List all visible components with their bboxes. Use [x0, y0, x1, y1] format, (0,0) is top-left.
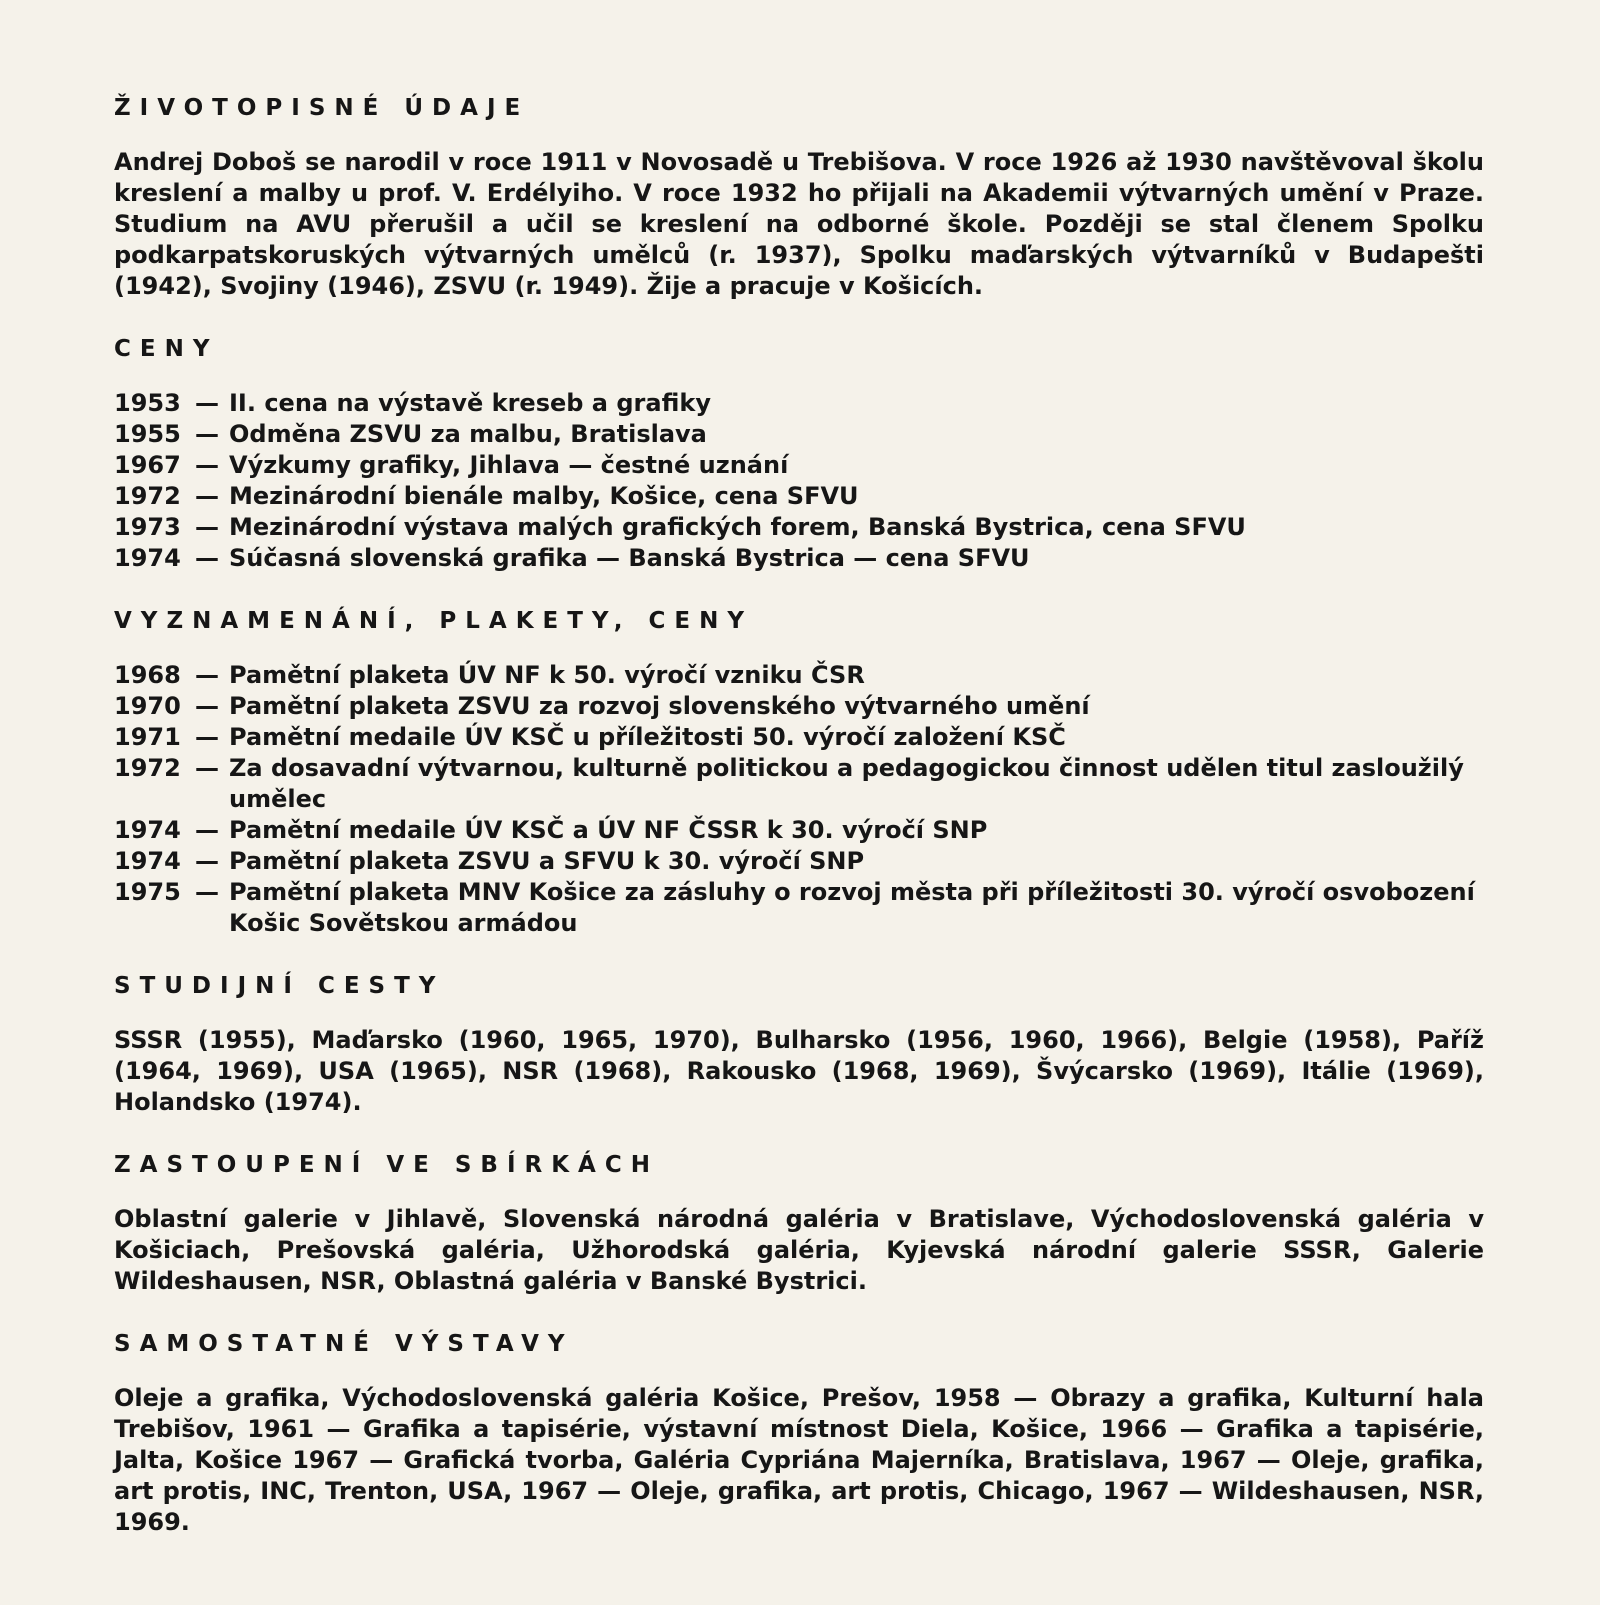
award-entry: [114, 815, 1484, 846]
exhibitions-heading: SAMOSTATNÉ VÝSTAVY: [114, 1331, 574, 1357]
entry-text: Pamětní medaile ÚV KSČ u příležitosti 50. výročí založení KSČ: [229, 723, 1066, 751]
entry-dash: —: [195, 661, 219, 689]
entry-text: Pamětní plaketa ZSVU za rozvoj slovenského výtvarného umění: [229, 692, 1090, 720]
award-entry: [114, 660, 1484, 691]
award-entry: [114, 877, 1484, 939]
entry-dash: —: [195, 389, 219, 417]
entry-text: Pamětní plaketa ZSVU a SFVU k 30. výročí SNP: [229, 847, 865, 875]
entry-text: Výzkumy grafiky, Jihlava — čestné uznání: [229, 451, 789, 479]
biography-text: Andrej Doboš se narodil v roce 1911 v Novosadě u Trebišova. V roce 1926 až 1930 navštěvoval školu kreslení a malby u prof. V. Erdélyiho. V roce 1932 ho přijali na Akademii výtvarných umění v Praze. Studium na AVU přerušil a učil se kreslení na odborné škole. Později se stal členem Spolku podkarpatskoruských výtvarných umělců (r. 1937), Spolku maďarských výtvarníků v Budapešti (1942), Svojiny (1946), ZSVU (r. 1949). Žije a pracuje v Košicích.: [114, 148, 1484, 300]
prize-entry: [114, 481, 1484, 512]
entry-year: 1953: [114, 389, 181, 417]
awards-heading: VYZNAMENÁNÍ, PLAKETY, CENY: [114, 608, 754, 634]
entry-year: 1971: [114, 723, 181, 751]
collections-heading: ZASTOUPENÍ VE SBÍRKÁCH: [114, 1152, 659, 1178]
entry-year: 1974: [114, 544, 181, 572]
entry-text: Mezinárodní výstava malých grafických forem, Banská Bystrica, cena SFVU: [229, 513, 1246, 541]
entry-dash: —: [195, 847, 219, 875]
entry-dash: —: [195, 692, 219, 720]
entry-text: Mezinárodní bienále malby, Košice, cena SFVU: [229, 482, 859, 510]
award-entry: [114, 722, 1484, 753]
entry-dash: —: [195, 420, 219, 448]
award-entry: [114, 846, 1484, 877]
prize-entry: [114, 388, 1484, 419]
prize-entry: [114, 419, 1484, 450]
entry-dash: —: [195, 754, 219, 782]
entry-year: 1972: [114, 754, 181, 782]
entry-dash: —: [195, 513, 219, 541]
travels-heading: STUDIJNÍ CESTY: [114, 973, 445, 999]
travels-text: SSSR (1955), Maďarsko (1960, 1965, 1970), Bulharsko (1956, 1960, 1966), Belgie (1958), Paříž (1964, 1969), USA (1965), NSR (1968), Rakousko (1968, 1969), Švýcarsko (1969), Itálie (1969), Holandsko (1974).: [114, 1026, 1484, 1116]
prize-entry: [114, 512, 1484, 543]
entry-year: 1968: [114, 661, 181, 689]
awards-list: [114, 660, 1484, 939]
entry-dash: —: [195, 878, 219, 906]
entry-year: 1974: [114, 847, 181, 875]
award-entry: [114, 691, 1484, 722]
entry-dash: —: [195, 451, 219, 479]
entry-text: Pamětní plaketa MNV Košice za zásluhy o rozvoj města při příležitosti 30. výročí osvobození Košic Sovětskou armádou: [229, 878, 1475, 937]
entry-text: Za dosavadní výtvarnou, kulturně politickou a pedagogickou činnost udělen titul zasloužilý umělec: [229, 754, 1464, 813]
entry-dash: —: [195, 544, 219, 572]
document-page: [114, 93, 1484, 1570]
entry-year: 1973: [114, 513, 181, 541]
entry-year: 1955: [114, 420, 181, 448]
exhibitions-text: Oleje a grafika, Východoslovenská galéria Košice, Prešov, 1958 — Obrazy a grafika, Kulturní hala Trebišov, 1961 — Grafika a tapisérie, výstavní místnost Diela, Košice, 1966 — Grafika a tapisérie, Jalta, Košice 1967 — Grafická tvorba, Galéria Cypriána Majerníka, Bratislava, 1967 — Oleje, grafika, art protis, INC, Trenton, USA, 1967 — Oleje, grafika, art protis, Chicago, 1967 — Wildeshausen, NSR, 1969.: [114, 1384, 1484, 1536]
collections-text: Oblastní galerie v Jihlavě, Slovenská národná galéria v Bratislave, Východoslovenská galéria v Košiciach, Prešovská galéria, Užhorodská galéria, Kyjevská národní galerie SSSR, Galerie Wildeshausen, NSR, Oblastná galéria v Banské Bystrici.: [114, 1205, 1484, 1295]
entry-dash: —: [195, 482, 219, 510]
entry-text: Pamětní plaketa ÚV NF k 50. výročí vzniku ČSR: [229, 661, 865, 689]
prizes-heading: CENY: [114, 336, 219, 362]
entry-year: 1970: [114, 692, 181, 720]
entry-year: 1975: [114, 878, 181, 906]
entry-year: 1974: [114, 816, 181, 844]
prize-entry: [114, 450, 1484, 481]
prize-entry: [114, 543, 1484, 574]
entry-text: Odměna ZSVU za malbu, Bratislava: [229, 420, 707, 448]
entry-dash: —: [195, 816, 219, 844]
award-entry: [114, 753, 1484, 815]
prizes-list: [114, 388, 1484, 574]
entry-text: II. cena na výstavě kreseb a grafiky: [229, 389, 711, 417]
biography-heading: ŽIVOTOPISNÉ ÚDAJE: [114, 95, 530, 121]
entry-text: Pamětní medaile ÚV KSČ a ÚV NF ČSSR k 30. výročí SNP: [229, 816, 988, 844]
entry-year: 1967: [114, 451, 181, 479]
entry-text: Súčasná slovenská grafika — Banská Bystrica — cena SFVU: [229, 544, 1030, 572]
entry-dash: —: [195, 723, 219, 751]
entry-year: 1972: [114, 482, 181, 510]
